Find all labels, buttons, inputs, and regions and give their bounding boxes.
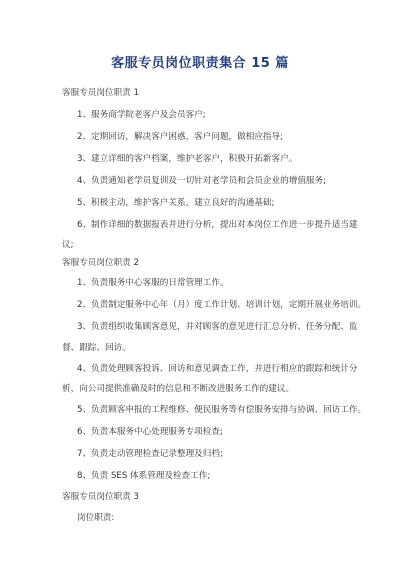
document-title: 客服专员岗位职责集合 15 篇 [111, 56, 289, 71]
list-item: 2、定期回访，解决客户困惑，客户问题，做相应指导; [77, 132, 284, 142]
list-item: 4、负责处理顾客投诉、回访和意见调查工作，并进行相应的跟踪和统计分 [77, 364, 358, 374]
section-heading: 客服专员岗位职责 2 [62, 258, 139, 268]
list-item: 1、负责服务中心客服的日常管理工作。 [77, 278, 229, 288]
section-heading: 客服专员岗位职责 3 [62, 492, 139, 502]
list-item: 4、负责通知老学员复训及一切针对老学员和会员企业的增值服务; [77, 176, 326, 186]
list-item: 2、负责制定服务中心年（月）度工作计划、培训计划，定期开展业务培训。 [77, 300, 367, 310]
list-item-continuation: 析，向公司提供准确及时的信息和不断改进服务工作的建议。 [62, 384, 295, 394]
list-item: 岗位职责: [77, 513, 115, 523]
list-item: 8、负责 SES 体系管理及检查工作; [77, 471, 211, 481]
list-item: 5、负责顾客申报的工程维修、便民服务等有偿服务安排与协调、回访工作。 [77, 405, 367, 415]
list-item: 1、服务商学院老客户及会员客户; [77, 110, 206, 120]
list-item: 3、负责组织收集顾客意见，并对顾客的意见进行汇总分析、任务分配、监 [77, 322, 358, 332]
list-item: 7、负责走动管理检查记录整理及归档; [77, 449, 223, 459]
list-item-continuation: 议; [62, 240, 74, 250]
section-heading: 客服专员岗位职责 1 [62, 88, 139, 98]
list-item-continuation: 督、跟踪、回访。 [62, 343, 131, 353]
list-item: 3、建立详细的客户档案，维护老客户，积极开拓新客户。 [77, 154, 298, 164]
list-item: 6、制作详细的数据报表并进行分析，提出对本岗位工作进一步提升适当建 [77, 220, 358, 230]
list-item: 5、积极主动，维护客户关系，建立良好的沟通基础; [77, 198, 275, 208]
list-item: 6、负责本服务中心处理服务专项检查; [77, 427, 223, 437]
